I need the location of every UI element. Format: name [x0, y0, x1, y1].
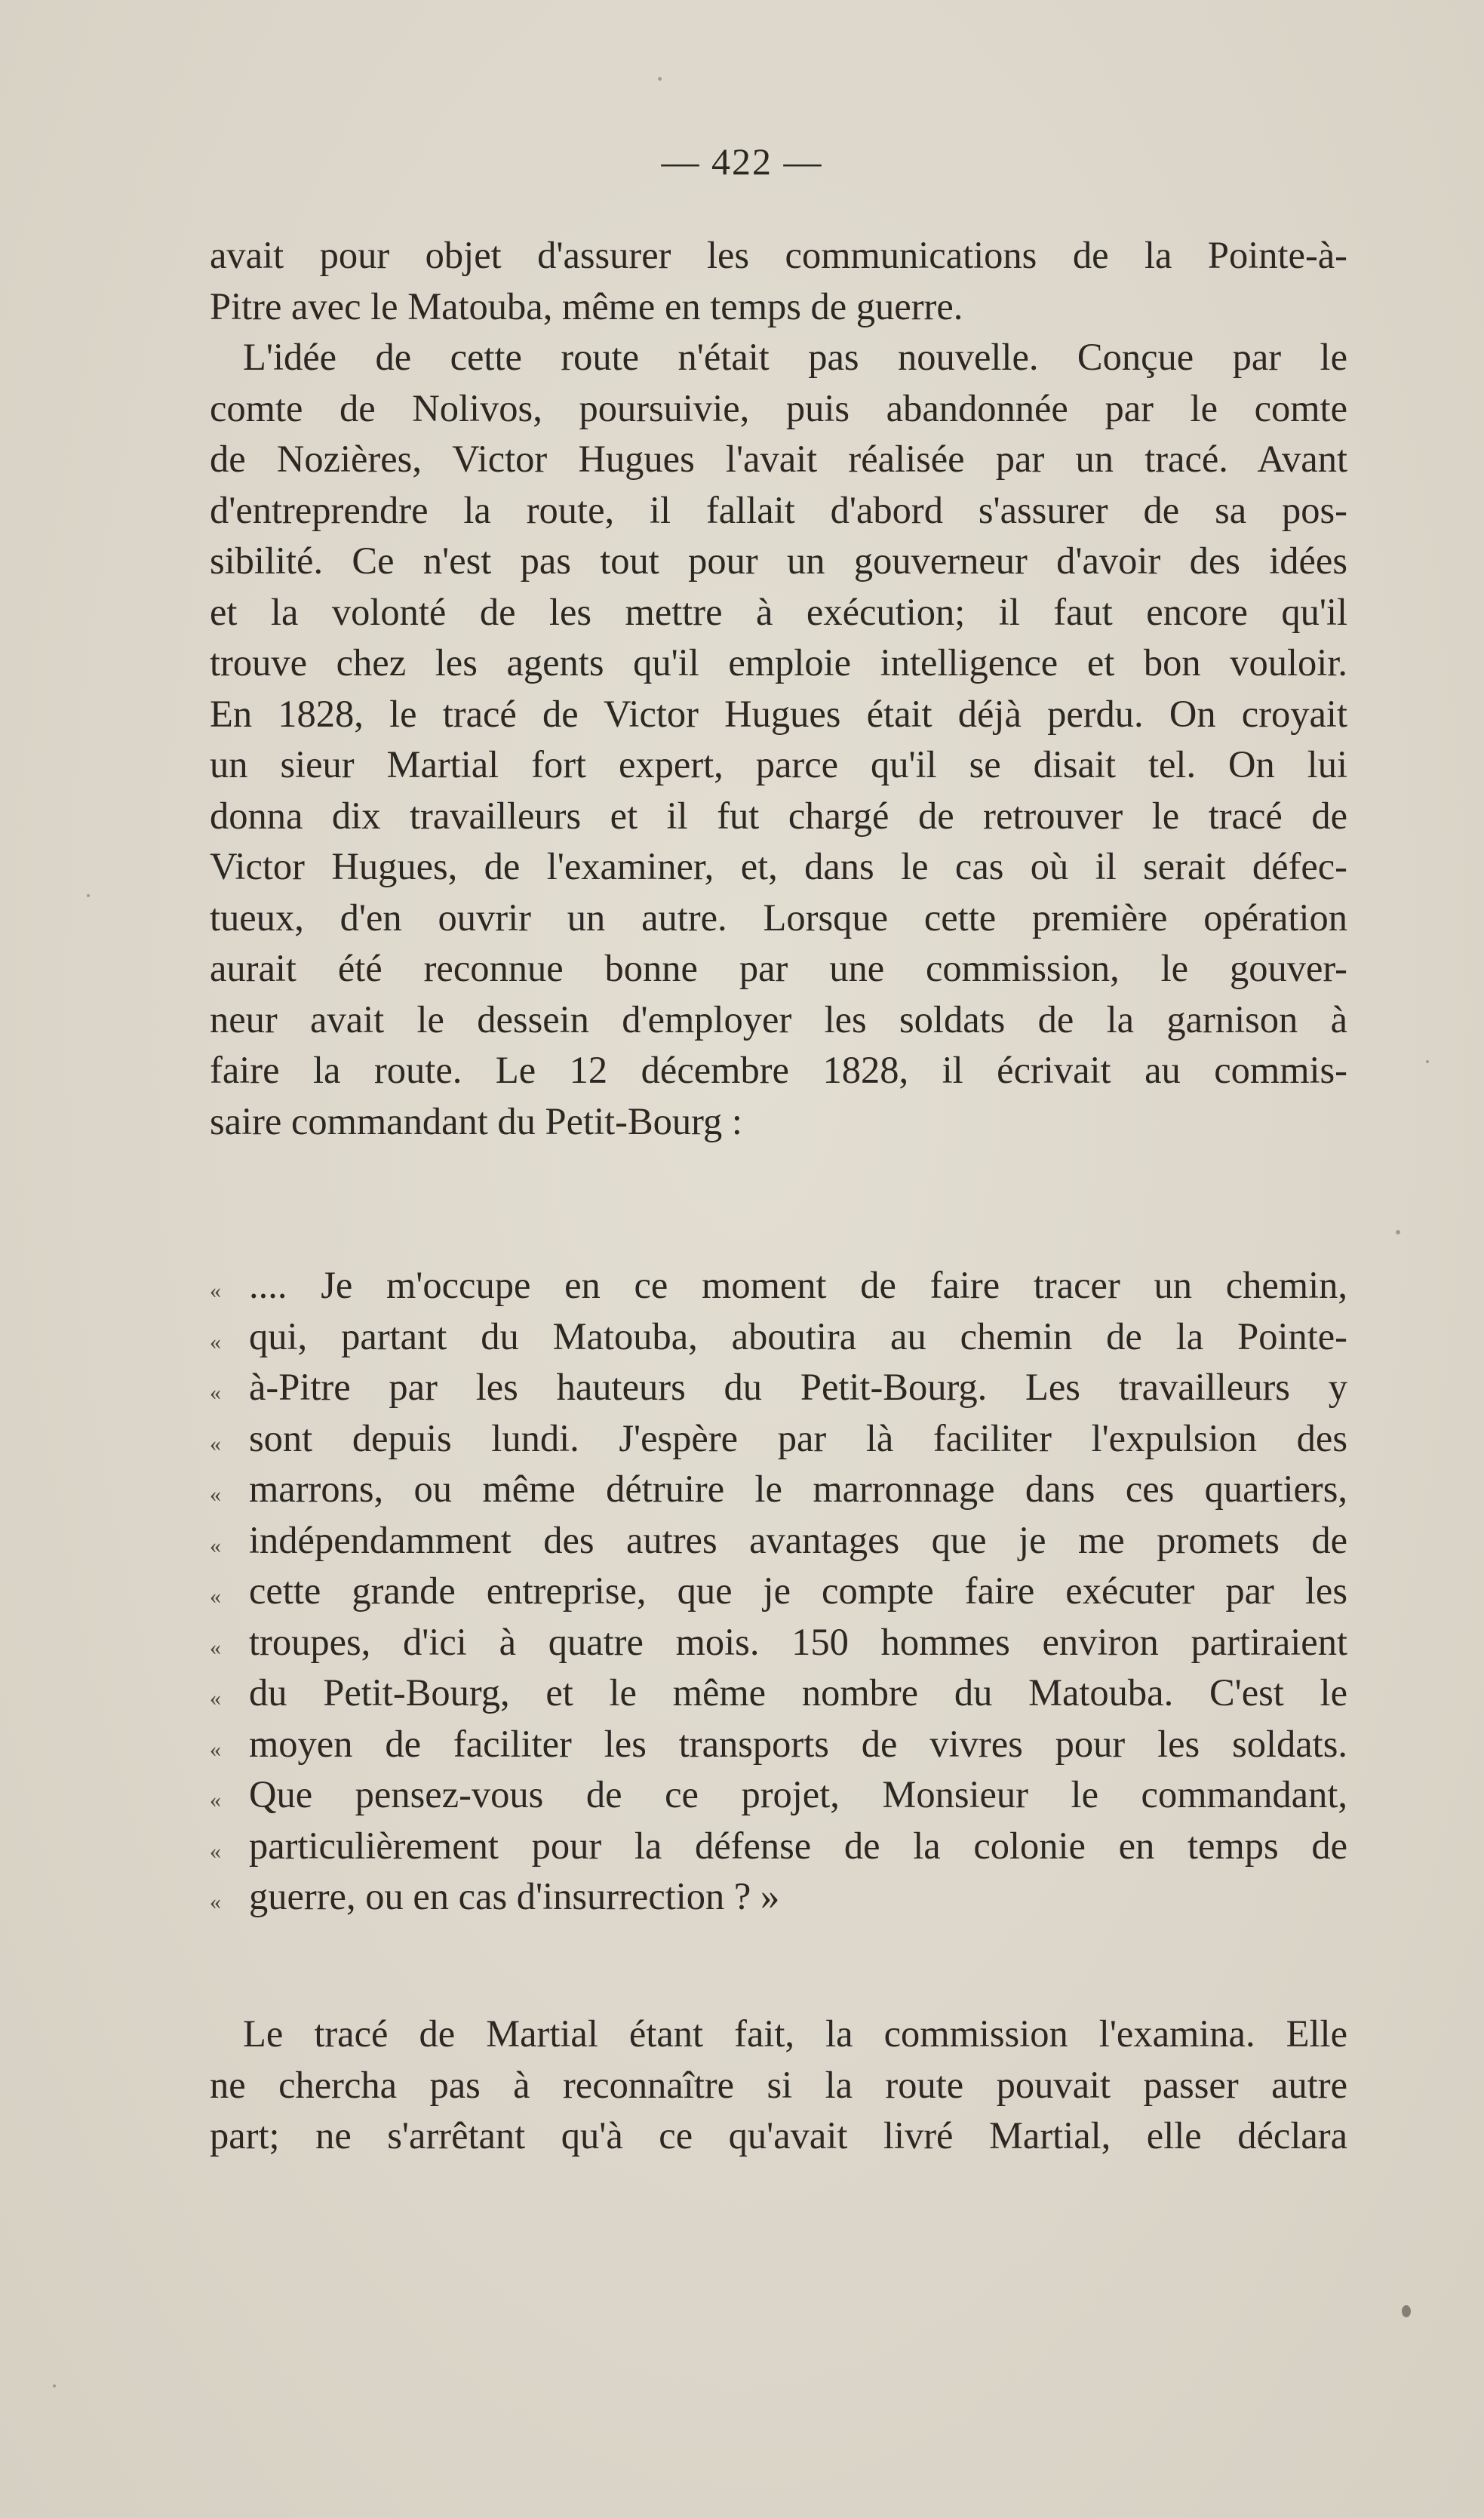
paper-speck	[53, 2384, 56, 2387]
quote-mark: «	[210, 1686, 221, 1711]
quote-line	[210, 1260, 1347, 1311]
text-line: de Nozières, Victor Hugues l'avait réalisée par un tracé. Avant	[210, 438, 1347, 480]
paper-speck	[658, 77, 662, 81]
quote-line	[210, 1719, 1347, 1770]
quote-mark: «	[210, 1584, 221, 1609]
quote-text: cette grande entreprise, que je compte faire exécuter par les	[249, 1570, 1347, 1612]
quote-line	[210, 1871, 1347, 1923]
text-line: donna dix travailleurs et il fut chargé de retrouver le tracé de	[210, 794, 1347, 837]
text-line: Pitre avec le Matouba, même en temps de guerre.	[210, 284, 963, 327]
quote-mark: «	[210, 1278, 221, 1303]
paragraph-2	[210, 2009, 1347, 2162]
text-line: ne chercha pas à reconnaître si la route pouvait passer autre	[210, 2063, 1347, 2106]
quote-text: marrons, ou même détruire le marronnage dans ces quartiers,	[249, 1468, 1347, 1510]
paper-speck	[1396, 1230, 1400, 1234]
text-line: L'idée de cette route n'était pas nouvelle. Conçue par le	[243, 336, 1347, 378]
letter-quotation	[210, 1260, 1347, 1923]
text-line: neur avait le dessein d'employer les soldats de la garnison à	[210, 998, 1347, 1041]
text-line: un sieur Martial fort expert, parce qu'il se disait tel. On lui	[210, 743, 1347, 786]
quote-text: moyen de faciliter les transports de vivres pour les soldats.	[249, 1722, 1347, 1765]
text-line: comte de Nolivos, poursuivie, puis abandonnée par le comte	[210, 386, 1347, 429]
paragraph-1	[210, 230, 1347, 1147]
quote-line	[210, 1311, 1347, 1363]
quote-line	[210, 1515, 1347, 1566]
paper-speck	[1402, 2305, 1411, 2317]
text-line: saire commandant du Petit-Bourg :	[210, 1099, 742, 1142]
quote-mark: «	[210, 1838, 221, 1864]
text-line: trouve chez les agents qu'il emploie intelligence et bon vouloir.	[210, 641, 1347, 684]
quote-line	[210, 1821, 1347, 1872]
quote-mark: «	[210, 1380, 221, 1405]
quote-text: guerre, ou en cas d'insurrection ? »	[249, 1875, 780, 1917]
quote-mark: «	[210, 1788, 221, 1812]
text-line: tueux, d'en ouvrir un autre. Lorsque cette première opération	[210, 896, 1347, 939]
paper-speck	[1426, 1060, 1429, 1063]
quote-text: indépendamment des autres avantages que je me promets de	[249, 1518, 1347, 1561]
quote-mark: «	[210, 1736, 221, 1762]
text-line: En 1828, le tracé de Victor Hugues était déjà perdu. On croyait	[210, 692, 1347, 735]
text-line: Le tracé de Martial étant fait, la commission l'examina. Elle	[243, 2012, 1347, 2055]
quote-mark: «	[210, 1329, 221, 1354]
quote-mark: «	[210, 1533, 221, 1558]
text-line: Victor Hugues, de l'examiner, et, dans le cas où il serait défec-	[210, 845, 1347, 887]
quote-text: à-Pitre par les hauteurs du Petit-Bourg. Les travailleurs y	[249, 1366, 1347, 1408]
quote-line	[210, 1617, 1347, 1668]
quote-line	[210, 1413, 1347, 1465]
page-number: — 422 —	[661, 140, 823, 183]
text-line: part; ne s'arrêtant qu'à ce qu'avait livré Martial, elle déclara	[210, 2114, 1347, 2157]
quote-text: du Petit-Bourg, et le même nombre du Matouba. C'est le	[249, 1671, 1347, 1714]
quote-mark: «	[210, 1889, 221, 1914]
quote-text: .... Je m'occupe en ce moment de faire tracer un chemin,	[249, 1264, 1347, 1306]
quote-line	[210, 1362, 1347, 1413]
quote-line	[210, 1464, 1347, 1515]
text-line: et la volonté de les mettre à exécution; il faut encore qu'il	[210, 590, 1347, 633]
quote-mark: «	[210, 1431, 221, 1456]
quote-text: sont depuis lundi. J'espère par là faciliter l'expulsion des	[249, 1416, 1347, 1459]
quote-text: particulièrement pour la défense de la colonie en temps de	[249, 1824, 1347, 1867]
text-line: faire la route. Le 12 décembre 1828, il écrivait au commis-	[210, 1049, 1347, 1091]
text-line: avait pour objet d'assurer les communications de la Pointe-à-	[210, 234, 1347, 276]
quote-mark: «	[210, 1482, 221, 1507]
quote-line	[210, 1769, 1347, 1821]
quote-mark: «	[210, 1634, 221, 1660]
quote-line	[210, 1566, 1347, 1617]
paper-speck	[87, 894, 90, 897]
text-line: d'entreprendre la route, il fallait d'abord s'assurer de sa pos-	[210, 488, 1347, 531]
quote-text: Que pensez-vous de ce projet, Monsieur le commandant,	[249, 1773, 1347, 1815]
quote-line	[210, 1668, 1347, 1719]
quote-text: troupes, d'ici à quatre mois. 150 hommes environ partiraient	[249, 1620, 1347, 1663]
quote-text: qui, partant du Matouba, aboutira au chemin de la Pointe-	[249, 1314, 1347, 1357]
text-line: sibilité. Ce n'est pas tout pour un gouverneur d'avoir des idées	[210, 540, 1347, 582]
text-line: aurait été reconnue bonne par une commission, le gouver-	[210, 947, 1347, 989]
